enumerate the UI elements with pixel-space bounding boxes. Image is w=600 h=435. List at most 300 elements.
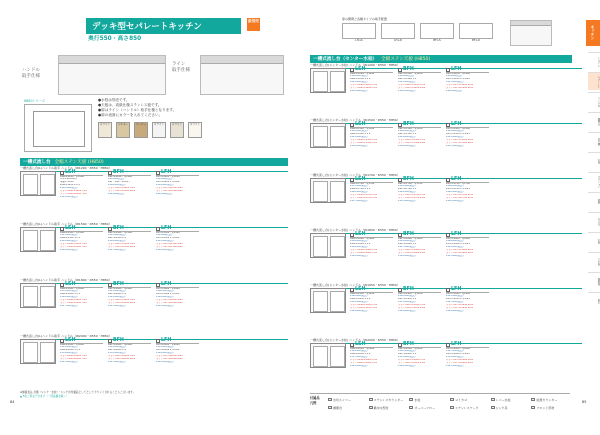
product-band bbox=[20, 166, 288, 220]
band-heading: 一槽式流し台(センター水栓) ハンドル（W2000・D550・H850） bbox=[310, 338, 582, 344]
variant-line: DLRHC2000・全2000 bbox=[350, 347, 375, 350]
variant-line: ¥98,000(税込) bbox=[156, 234, 172, 237]
variant-line: ¥104,000(税込) bbox=[156, 248, 174, 251]
variant-line: ¥121,000(税込) bbox=[350, 81, 368, 84]
variant-name: LFH bbox=[451, 232, 462, 237]
variant-line: DBFHC1200・全1200 bbox=[398, 72, 423, 75]
variant-line: ¥129,000(税込) bbox=[350, 246, 368, 249]
variant-line: DLRHC1500・全1500 bbox=[350, 127, 375, 130]
legend-icon bbox=[491, 398, 495, 401]
variant-line: ライン DLFHL2000 ZMS bbox=[156, 358, 183, 361]
variant-line: ¥93,000(税込) bbox=[446, 75, 462, 78]
variant-line: カラー:DLFHC1950 ZMS bbox=[446, 304, 473, 307]
variant-line: ¥116,000(税込) bbox=[108, 240, 126, 243]
variant-line: ¥114,000(税込) bbox=[398, 240, 416, 243]
variant-line: カラー:DLFHL1200 ZMS bbox=[156, 187, 183, 190]
color-swatches bbox=[98, 122, 202, 138]
variant-lsh bbox=[350, 343, 393, 368]
variant-line: ¥101,000(税込) bbox=[60, 195, 78, 198]
diagram-label: BF-LS bbox=[433, 39, 441, 42]
product-band bbox=[310, 63, 582, 117]
band-heading: 一槽式流し台(L)ハンドル取手 ハンドル（W1500・D550・H850） bbox=[20, 222, 288, 228]
variant-name: LSH bbox=[355, 177, 366, 182]
swatch: ホワイト bbox=[152, 122, 166, 138]
legend-item bbox=[491, 396, 530, 403]
variant-line: カラー:DBFHC1950 FMS bbox=[398, 304, 425, 307]
variant-line: DLRHL1200・全1200 bbox=[60, 175, 84, 178]
variant-lfh bbox=[446, 178, 489, 203]
product-band bbox=[20, 278, 288, 332]
variant-bfh bbox=[398, 178, 441, 203]
variant-name: LSH bbox=[65, 338, 76, 343]
variant-line: DLFHC1700 2 4 ZMS bbox=[446, 188, 470, 191]
diagram-label: BF-LD bbox=[472, 39, 480, 42]
legend-item bbox=[369, 396, 408, 403]
cabinet-door bbox=[330, 346, 345, 367]
section-header bbox=[20, 158, 288, 166]
door-diagram bbox=[381, 23, 415, 42]
variant-line: ライン DBFHL1500 ZMS bbox=[108, 246, 135, 249]
legend-item bbox=[450, 404, 489, 411]
variant-line: ライン DBFHC1800 ZMS bbox=[398, 252, 426, 255]
variant-line: カラー:DLRHC1200 FMS bbox=[350, 84, 377, 87]
variant-line: DLFHC1800・全1800 bbox=[446, 237, 470, 240]
variant-name: BFH bbox=[403, 67, 414, 72]
variant-line: カラー:DLFHL1500 ZMS bbox=[156, 243, 183, 246]
cabinet-door bbox=[40, 230, 55, 251]
variant-line: ¥112,000(税込) bbox=[446, 199, 464, 202]
variant-line: ¥98,000(税込) bbox=[398, 75, 414, 78]
variant-line: ¥111,000(税込) bbox=[398, 81, 416, 84]
variant-line: ¥90,000(税込) bbox=[156, 178, 172, 181]
unit-photo bbox=[510, 20, 552, 46]
variant-line: DLRHC1950 4 2 4 bbox=[350, 298, 371, 301]
variant-line: ¥124,000(税込) bbox=[108, 296, 126, 299]
side-tab-item[interactable]: 調理台 bbox=[588, 112, 600, 130]
new-badge: 新発売 bbox=[247, 18, 260, 31]
bullet: ●天板は、高級仕様ステンレス板です。 bbox=[98, 103, 162, 107]
variant-line: ZLRHL1200 4 2 4 bbox=[60, 184, 80, 187]
variant-line: カラー:DLRHL1800 FMS bbox=[60, 190, 87, 193]
variant-lfh bbox=[156, 171, 199, 196]
variant-line: DBFHC1200 2 4 bbox=[398, 78, 417, 81]
variant-line: ¥113,000(税込) bbox=[446, 295, 464, 298]
variant-lfh bbox=[156, 283, 199, 308]
variant-line: カラー:DBFHL1800 FMS bbox=[108, 299, 135, 302]
variant-line: DBFHL1800・全1800 bbox=[108, 287, 132, 290]
cabinet-icon bbox=[60, 283, 64, 287]
side-tab-item[interactable]: 水栓 bbox=[588, 232, 600, 250]
variant-line: DLRHC1200 4 2 4 bbox=[350, 78, 371, 81]
door-diagram bbox=[459, 23, 493, 42]
variant-line: DBFHL2000・全2000 bbox=[108, 343, 132, 346]
variant-bfh bbox=[108, 171, 151, 196]
variant-line: ¥118,000(税込) bbox=[60, 240, 78, 243]
variant-line: DLRHC1800・全1800 bbox=[350, 237, 375, 240]
line-photo-label: ライン 取手仕様 bbox=[172, 62, 190, 73]
side-tab-kitchen[interactable]: キッチン bbox=[586, 20, 600, 46]
variant-line: ¥135,000(税込) bbox=[398, 356, 416, 359]
variant-name: BFH bbox=[403, 287, 414, 292]
cabinet-door bbox=[313, 126, 328, 147]
variant-line: DLFHL1800 2 4 ZMS bbox=[156, 293, 180, 296]
swatch: ホワイト bbox=[170, 122, 184, 138]
variant-lfh bbox=[156, 227, 199, 252]
variant-bfh bbox=[108, 283, 151, 308]
variant-line: ¥133,000(税込) bbox=[350, 301, 368, 304]
variant-line: ¥112,000(税込) bbox=[350, 89, 368, 92]
variant-line: DLFHC1700・全1700 bbox=[446, 182, 470, 185]
cabinet-icon bbox=[60, 171, 64, 175]
variant-line: DLFHL1200 2 4 ZMS bbox=[156, 181, 180, 184]
variant-line: ライン DLRHC1800 FMS bbox=[350, 252, 377, 255]
variant-line: カラー:DBFHL2000 FMS bbox=[108, 355, 135, 358]
side-tab-item[interactable]: 水切 bbox=[588, 152, 600, 170]
variant-line: ¥137,000(税込) bbox=[350, 356, 368, 359]
variant-line: ¥112,000(税込) bbox=[156, 240, 174, 243]
variant-line: DBFHC1700・全1700 bbox=[398, 182, 423, 185]
legend-label: 水栓 bbox=[414, 397, 421, 402]
variant-line: ¥134,000(税込) bbox=[60, 352, 78, 355]
variant-line: DLFHL1800・全1800 bbox=[156, 287, 180, 290]
variant-line: ¥128,000(税込) bbox=[156, 352, 174, 355]
legend bbox=[310, 393, 570, 411]
variant-line: ライン DBFHL2000 ZMS bbox=[108, 358, 135, 361]
variant-name: BFH bbox=[113, 338, 124, 343]
variant-line: ¥120,000(税込) bbox=[156, 360, 174, 363]
variant-line: DLRHC2000 4 2 4 bbox=[350, 353, 371, 356]
legend-label: フロント部材 bbox=[536, 405, 555, 410]
variant-bfh bbox=[108, 339, 151, 364]
variant-line: ¥120,000(税込) bbox=[446, 191, 464, 194]
bullet: ●水栓は別売です。 bbox=[98, 98, 130, 102]
variant-lsh bbox=[350, 178, 393, 203]
cabinet-door bbox=[330, 71, 345, 92]
variant-line: ¥132,000(税込) bbox=[108, 352, 126, 355]
variant-line: ¥122,000(税込) bbox=[398, 350, 416, 353]
variant-line: ¥104,000(税込) bbox=[156, 184, 174, 187]
product-band bbox=[310, 283, 582, 337]
band-heading: 一槽式流し台(L)ハンドル取手 ハンドル（W2000・D550・H850） bbox=[20, 334, 288, 340]
legend-icon bbox=[450, 406, 454, 409]
cabinet-drawing bbox=[310, 178, 346, 203]
variant-bfh bbox=[398, 343, 441, 368]
product-band bbox=[310, 173, 582, 227]
cabinet-icon bbox=[156, 171, 160, 175]
variant-name: LFH bbox=[451, 342, 462, 347]
cabinet-icon bbox=[60, 227, 64, 231]
variant-line: DBFHC2000 2 4 bbox=[398, 353, 417, 356]
variant-line: カラー:DBFHC1700 FMS bbox=[398, 194, 425, 197]
side-tab-item[interactable]: オプション bbox=[588, 172, 600, 190]
variant-line: ¥103,000(税込) bbox=[108, 234, 126, 237]
variant-line: ¥108,000(税込) bbox=[350, 75, 368, 78]
band-heading: 一槽式流し台(L)ハンドル取手 ハンドル（W1800・D550・H850） bbox=[20, 278, 288, 284]
variant-name: LFH bbox=[161, 226, 172, 231]
variant-lfh bbox=[446, 343, 489, 368]
variant-line: ¥127,000(税込) bbox=[398, 246, 416, 249]
legend-icon bbox=[328, 406, 332, 409]
legend-icon bbox=[450, 398, 454, 401]
side-tab-item[interactable]: 価格表 bbox=[588, 272, 600, 290]
variant-line: ¥114,000(税込) bbox=[156, 346, 174, 349]
cabinet-drawing bbox=[310, 233, 346, 258]
legend-icon bbox=[369, 406, 373, 409]
variant-line: DLFHL2000 2 4 ZMS bbox=[156, 349, 180, 352]
variant-line: DLFHL1200・全1200 bbox=[156, 175, 180, 178]
cabinet-icon bbox=[398, 233, 402, 237]
variant-line: ¥118,000(税込) bbox=[398, 254, 416, 257]
variant-line: DBFHC2000・全2000 bbox=[398, 347, 423, 350]
cabinet-door bbox=[330, 291, 345, 312]
variant-line: ¥128,000(税込) bbox=[350, 364, 368, 367]
variant-line: ¥109,000(税込) bbox=[60, 248, 78, 251]
legend-item bbox=[409, 396, 448, 403]
variant-line: ¥115,000(税込) bbox=[398, 199, 416, 202]
variant-line: ¥123,000(税込) bbox=[446, 364, 464, 367]
variant-line: ¥131,000(税込) bbox=[446, 356, 464, 359]
side-tab-item[interactable]: 部材 bbox=[588, 192, 600, 210]
variant-line: カラー:DBFHC1500 FMS bbox=[398, 139, 425, 142]
variant-name: LSH bbox=[65, 170, 76, 175]
cabinet-door bbox=[330, 236, 345, 257]
legend-item bbox=[531, 404, 570, 411]
handle-kitchen-photo bbox=[58, 55, 166, 95]
variant-line: DLFHC1200・全1200 bbox=[446, 72, 470, 75]
variant-line: ¥126,000(税込) bbox=[60, 296, 78, 299]
cabinet-door bbox=[330, 181, 345, 202]
cabinet-icon bbox=[60, 339, 64, 343]
variant-bfh bbox=[398, 288, 441, 313]
band-heading: 一槽式流し台(センター水栓) ハンドル（W1950・D550・H850） bbox=[310, 283, 582, 289]
side-tab-item[interactable]: その他 bbox=[588, 252, 600, 270]
product-band bbox=[310, 338, 582, 392]
variant-line: ライン DBFHC1950 ZMS bbox=[398, 307, 426, 310]
band-heading: 一槽式流し台(L)ハンドル取手 ハンドル（W1200・D550・H850） bbox=[20, 166, 288, 172]
variant-line: DBFHL2000 2 4 bbox=[108, 349, 126, 352]
cabinet-icon bbox=[108, 339, 112, 343]
variant-line: ライン DLFHC2000 ZMS bbox=[446, 362, 473, 365]
variant-line: ¥108,000(税込) bbox=[108, 184, 126, 187]
variant-lsh bbox=[60, 227, 103, 252]
cabinet-icon bbox=[108, 227, 112, 231]
variant-name: LFH bbox=[451, 177, 462, 182]
legend-icon bbox=[491, 406, 495, 409]
variant-line: ¥119,000(税込) bbox=[446, 309, 464, 312]
side-tab-item[interactable]: 吊戸棚 bbox=[588, 132, 600, 150]
legend-label: 給湯カウンター bbox=[536, 397, 558, 402]
variant-line: DLFHC1200 2 4 ZMS bbox=[446, 78, 470, 81]
variant-line: カラー:DLRHL2000 FMS bbox=[60, 355, 87, 358]
variant-line: DLRHL1800・全1800 bbox=[60, 287, 84, 290]
variant-line: ライン DBFHL1200 ZMS bbox=[108, 190, 135, 193]
variant-lsh bbox=[350, 233, 393, 258]
legend-label: 横巾木型付 bbox=[373, 405, 389, 410]
variant-lsh bbox=[350, 123, 393, 148]
variant-line: DLRHL1500・全1500 bbox=[60, 231, 84, 234]
section-note: 全幅ステン天板 (H850) bbox=[54, 159, 104, 165]
variant-line: ライン DLRHC1200 FMS bbox=[350, 87, 377, 90]
variant-line: DBF・BSE・2200円 bbox=[108, 181, 130, 184]
variant-line: DLFHC1950・全1950 bbox=[446, 292, 470, 295]
variant-line: DLRHC1800 4 2 4 bbox=[350, 243, 371, 246]
variant-line: カラー:DLRHL1800 FMS bbox=[60, 299, 87, 302]
side-tab-item[interactable]: ガス台 bbox=[588, 212, 600, 230]
cabinet-icon bbox=[398, 123, 402, 127]
variant-line: ライン DLFHL1200 ZMS bbox=[156, 190, 183, 193]
cabinet-door bbox=[23, 286, 38, 307]
cabinet-icon bbox=[108, 171, 112, 175]
feature-bullets bbox=[98, 98, 278, 118]
variant-line: カラー:DLFHL1800 ZMS bbox=[156, 299, 183, 302]
variant-line: ¥119,000(税込) bbox=[108, 346, 126, 349]
section-title: 一槽式流し台（センター水栓） bbox=[313, 56, 378, 62]
variant-line: ¥133,000(税込) bbox=[60, 290, 78, 293]
product-band bbox=[310, 228, 582, 282]
variant-line: ¥95,000(税込) bbox=[108, 178, 124, 181]
variant-name: LFH bbox=[451, 122, 462, 127]
variant-lsh bbox=[350, 288, 393, 313]
side-tab-item[interactable]: コンロ台 bbox=[588, 92, 600, 110]
variant-line: カラー:DLRHL1500 FMS bbox=[60, 243, 87, 246]
variant-line: ¥124,000(税込) bbox=[350, 309, 368, 312]
variant-line: カラー:DBFHC1200 FMS bbox=[398, 84, 425, 87]
variant-line: ライン DLFHC1200 ZMS bbox=[446, 87, 473, 90]
variant-line: DLFHC1500・全1500 bbox=[446, 127, 470, 130]
variant-line: DLFHL1500 2 4 ZMS bbox=[156, 237, 180, 240]
cabinet-door bbox=[330, 126, 345, 147]
legend-title: 付属品 凡例 bbox=[310, 396, 320, 405]
variant-line: ¥112,000(税込) bbox=[156, 304, 174, 307]
variant-line: ¥131,000(税込) bbox=[398, 301, 416, 304]
variant-line: ライン DBFHC2000 ZMS bbox=[398, 362, 426, 365]
legend-icon bbox=[369, 398, 373, 401]
variant-line: DLRHC1200・全1200 bbox=[350, 72, 375, 75]
variant-line: DBFHC1500 2 4 bbox=[398, 133, 417, 136]
variant-name: LSH bbox=[65, 226, 76, 231]
variant-line: DLRHC1950・全1950 bbox=[350, 292, 375, 295]
variant-line: ¥128,000(税込) bbox=[350, 130, 368, 133]
variant-line: ¥119,000(税込) bbox=[398, 136, 416, 139]
footer-notes bbox=[20, 391, 280, 399]
legend-item bbox=[328, 404, 367, 411]
variant-line: ¥111,000(税込) bbox=[108, 290, 126, 293]
cabinet-door bbox=[40, 174, 55, 195]
legend-grid bbox=[328, 394, 570, 411]
variant-line: ¥115,000(税込) bbox=[446, 136, 464, 139]
variant-line: カラー:DBFHC1800 FMS bbox=[398, 249, 425, 252]
variant-line: DLRHC1500 4 2 4 bbox=[350, 133, 371, 136]
variant-line: ¥102,000(税込) bbox=[398, 89, 416, 92]
variant-line: ¥110,000(税込) bbox=[398, 144, 416, 147]
variant-line: ¥136,000(税込) bbox=[350, 240, 368, 243]
variant-name: LFH bbox=[161, 170, 172, 175]
cabinet-door bbox=[40, 342, 55, 363]
variant-line: カラー:DLFHL2000 ZMS bbox=[156, 355, 183, 358]
variant-line: ¥117,000(税込) bbox=[446, 350, 464, 353]
variant-line: ライン DLFHC1800 ZMS bbox=[446, 252, 473, 255]
variant-line: ¥126,000(税込) bbox=[350, 191, 368, 194]
variant-name: LSH bbox=[355, 342, 366, 347]
cabinet-icon bbox=[446, 123, 450, 127]
cabinet-door bbox=[313, 291, 328, 312]
variant-name: LFH bbox=[161, 338, 172, 343]
variant-line: ¥118,000(税込) bbox=[398, 295, 416, 298]
variant-line: DLFHC2000 2 4 ZMS bbox=[446, 353, 470, 356]
variant-lsh bbox=[60, 283, 103, 308]
variant-line: ¥120,000(税込) bbox=[350, 254, 368, 257]
variant-line: ¥117,000(税込) bbox=[60, 304, 78, 307]
cabinet-icon bbox=[156, 339, 160, 343]
product-band bbox=[310, 118, 582, 172]
cabinet-drawing bbox=[20, 227, 56, 252]
footer-line: ▲ 5色ご用意できます（一部品番を除く） bbox=[20, 395, 69, 398]
cabinet-door bbox=[23, 342, 38, 363]
legend-label: ステンレスワーク bbox=[455, 405, 479, 410]
door-diagram bbox=[420, 23, 454, 42]
cabinet-door bbox=[313, 71, 328, 92]
cabinet-drawing bbox=[20, 283, 56, 308]
variant-line: DLRHL1500 4 2 4 bbox=[60, 237, 81, 240]
swatch: ホワイト bbox=[188, 122, 202, 138]
variant-lsh bbox=[350, 68, 393, 93]
side-tab-item[interactable]: セパレート bbox=[588, 72, 600, 90]
variant-lfh bbox=[446, 123, 489, 148]
diagram-label: LH-LS bbox=[355, 39, 363, 42]
variant-name: BFH bbox=[403, 342, 414, 347]
cabinet-icon bbox=[350, 123, 354, 127]
variant-bfh bbox=[398, 233, 441, 258]
variant-line: ライン DLRHL2000 FMS bbox=[60, 358, 87, 361]
variant-line: ライン DLRHL1500 FMS bbox=[60, 246, 87, 249]
cabinet-drawing bbox=[310, 343, 346, 368]
cabinet-icon bbox=[108, 283, 112, 287]
cabinet-icon bbox=[350, 178, 354, 182]
variant-line: DBFHL1500 2 4 bbox=[108, 237, 126, 240]
cabinet-drawing bbox=[20, 339, 56, 364]
variant-line: ¥107,000(税込) bbox=[108, 248, 126, 251]
variant-name: BFH bbox=[113, 226, 124, 231]
variant-line: ¥106,000(税込) bbox=[446, 185, 464, 188]
variant-line: カラー:DLFHC1500 ZMS bbox=[446, 139, 473, 142]
variant-line: ¥126,000(税込) bbox=[398, 364, 416, 367]
variant-line: ライン DLRHC1700 FMS bbox=[350, 197, 377, 200]
variant-line: ¥123,000(税込) bbox=[108, 360, 126, 363]
diagram-title: 扉の開閉と各種タイプの取手配置 bbox=[342, 17, 387, 21]
variant-name: LSH bbox=[355, 232, 366, 237]
variant-line: DLFHC1500 2 4 ZMS bbox=[446, 133, 470, 136]
variant-line: カラー:DLRHC1500 FMS bbox=[350, 139, 377, 142]
variant-line: DBFHC1700 2 4 bbox=[398, 188, 417, 191]
bullet: ●扉はライン（ハンドル）取手仕様となります。 bbox=[98, 108, 177, 112]
variant-line: DBFHC1800・全1800 bbox=[398, 237, 423, 240]
handle-photo-label: ハンドル 取手仕様 bbox=[22, 68, 40, 79]
side-tab-item[interactable]: 索引 bbox=[588, 292, 600, 310]
side-tab-item[interactable]: システム bbox=[588, 52, 600, 70]
legend-icon bbox=[409, 406, 413, 409]
variant-line: カラー:DBFHC2000 FMS bbox=[398, 359, 425, 362]
legend-item bbox=[409, 404, 448, 411]
band-heading: 一槽式流し台(センター水栓) ハンドル（W1800・D550・H850） bbox=[310, 228, 582, 234]
legend-item bbox=[450, 396, 489, 403]
variant-name: BFH bbox=[403, 122, 414, 127]
variant-line: ライン DLRHL1800 FMS bbox=[60, 192, 87, 195]
variant-line: ライン DLFHC1500 ZMS bbox=[446, 142, 473, 145]
variant-line: カラー:DLRHC1950 FMS bbox=[350, 304, 377, 307]
variant-line: DLRHL2000 4 2 4 bbox=[60, 349, 81, 352]
swatch: シルキー bbox=[116, 122, 130, 138]
variant-line: カラー:DLFHC1700 ZMS bbox=[446, 194, 473, 197]
